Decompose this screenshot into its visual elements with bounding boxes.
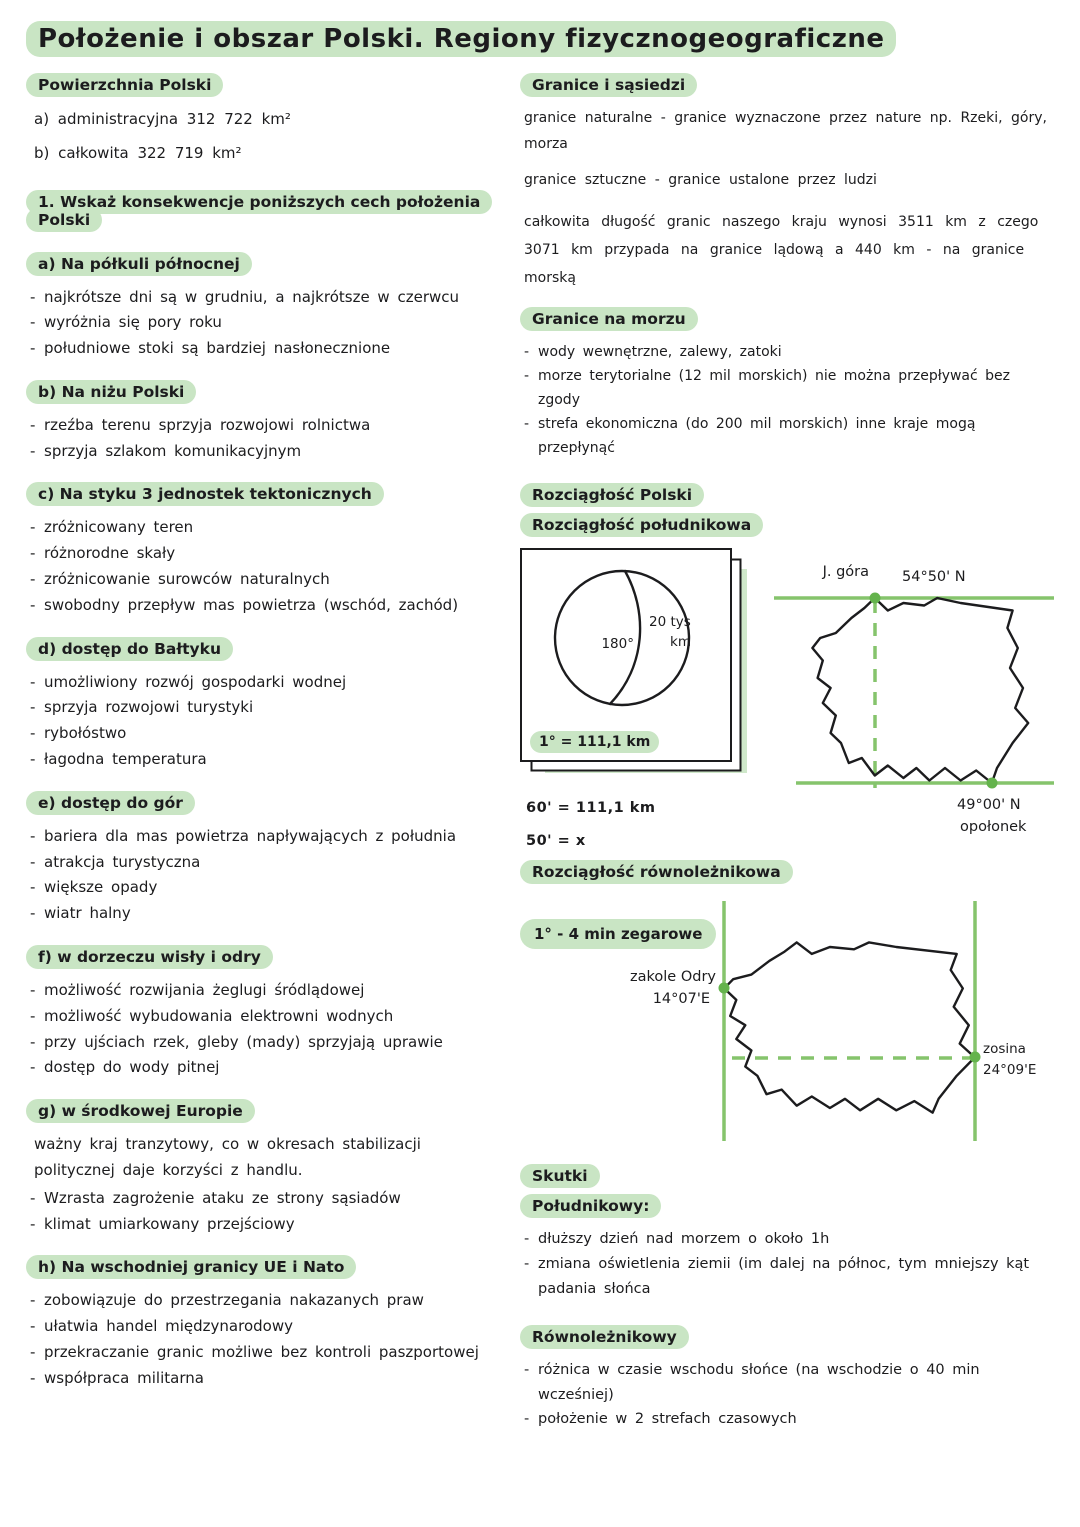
section-e [26, 794, 504, 927]
extent-parallel-heading: Rozciągłość równoleżnikowa [520, 860, 793, 884]
degree-km-rule: 1° = 111,1 km [530, 731, 659, 753]
note-bullet: - sprzyja rozwojowi turystyki [44, 695, 504, 721]
note-bullet: - dostęp do wody pitnej [44, 1055, 504, 1081]
section-bullets [26, 670, 504, 773]
note-bullet: - przy ujściach rzek, gleby (mady) sprzyjają uprawie [44, 1030, 504, 1056]
surface-line: b) całkowita 322 719 km² [34, 144, 242, 163]
note-bullet: - swobodny przepływ mas powietrza (wschód, zachód) [44, 593, 504, 619]
note-bullet: - dłuższy dzień nad morzem o około 1h [538, 1227, 1054, 1252]
section-c [26, 485, 504, 618]
extent-parallel-heading-row [520, 863, 1054, 881]
borders-total-length: całkowita długość granic naszego kraju wynosi 3511 km z czego 3071 km przypada na granice lądową a 440 km - na granice morską [524, 213, 1039, 286]
section-bullets [26, 1186, 504, 1238]
note-bullet: - możliwość wybudowania elektrowni wodnych [44, 1004, 504, 1030]
section-heading: a) Na półkuli północnej [26, 252, 252, 276]
north-extreme-point-dot [870, 593, 881, 604]
note-bullet: - wody wewnętrzne, zalewy, zatoki [538, 340, 1054, 364]
note-bullet: - możliwość rozwijania żeglugi śródlądowej [44, 978, 504, 1004]
globe-column [520, 548, 752, 859]
section-bullets [26, 978, 504, 1081]
borders-heading: Granice i sąsiedzi [520, 73, 697, 97]
globe-distance-unit: km [670, 634, 691, 651]
borders-heading-row [520, 76, 1054, 94]
section-heading-row [26, 640, 504, 658]
page-title-row [26, 24, 1054, 54]
section-heading: g) w środkowej Europie [26, 1099, 255, 1123]
south-point-coord: 49°00' N [957, 797, 1021, 814]
effects-parallel-heading-row [520, 1328, 1054, 1346]
section-a [26, 255, 504, 362]
extent-meridional-heading: Rozciągłość południkowa [520, 513, 763, 537]
left-column [26, 76, 504, 1413]
section-bullets [26, 1288, 504, 1391]
section-heading: d) dostęp do Bałtyku [26, 637, 233, 661]
section-g [26, 1102, 504, 1237]
section-h [26, 1258, 504, 1391]
east-point-name: zosina [983, 1040, 1026, 1057]
note-bullet: - klimat umiarkowany przejściowy [44, 1212, 504, 1238]
section-f [26, 948, 504, 1081]
extent-meridional-heading-row [520, 516, 1054, 534]
sea-borders-heading: Granice na morzu [520, 307, 698, 331]
section-heading-row [26, 948, 504, 966]
border-definition-natural: granice naturalne - granice wyznaczone przez nature np. Rzeki, góry, morza [524, 110, 1047, 152]
section-b [26, 383, 504, 465]
note-bullet: - większe opady [44, 875, 504, 901]
east-point-coord: 24°09'E [983, 1061, 1037, 1078]
note-bullet: - różnica w czasie wschodu słońce (na wschodzie o 40 min wcześniej) [538, 1358, 1054, 1408]
poland-outline [812, 598, 1028, 783]
parallel-diagram [520, 893, 1054, 1153]
note-bullet: - wiatr halny [44, 901, 504, 927]
note-bullet: - rybołóstwo [44, 721, 504, 747]
note-bullet: - wyróżnia się pory roku [44, 310, 504, 336]
section-paragraph: ważny kraj tranzytowy, co w okresach stabilizacji politycznej daje korzyści z handlu. [34, 1135, 421, 1180]
south-extreme-point-dot [987, 778, 998, 789]
degree-km-rule-row [530, 734, 659, 750]
note-bullet: - zobowiązuje do przestrzegania nakazanych praw [44, 1288, 504, 1314]
section-d [26, 640, 504, 773]
west-point-coord: 14°07'E [652, 990, 710, 1007]
effects-parallel-heading: Równoleżnikowy [520, 1325, 689, 1349]
surface-heading: Powierzchnia Polski [26, 73, 223, 97]
note-bullet: - strefa ekonomiczna (do 200 mil morskich) inne kraje mogą przepłynąć [538, 412, 1054, 460]
note-bullet: - najkrótsze dni są w grudniu, a najkrótsze w czerwcu [44, 285, 504, 311]
extent-heading: Rozciągłość Polski [520, 483, 704, 507]
section-heading: b) Na niżu Polski [26, 380, 196, 404]
section-heading: e) dostęp do gór [26, 791, 195, 815]
surface-heading-row [26, 76, 504, 94]
section-heading-row [26, 255, 504, 273]
section-heading: h) Na wschodniej granicy UE i Nato [26, 1255, 356, 1279]
calc-line: 50' = x [526, 833, 586, 850]
note-bullet: - atrakcja turystyczna [44, 850, 504, 876]
page-title: Położenie i obszar Polski. Regiony fizycznogeograficzne [26, 21, 896, 57]
note-bullet: - morze terytorialne (12 mil morskich) nie można przepływać bez zgody [538, 364, 1054, 412]
north-point-name: J. góra [822, 564, 869, 581]
poland-map-meridional [774, 548, 1054, 846]
note-bullet: - przekraczanie granic możliwe bez kontroli paszportowej [44, 1340, 504, 1366]
section-heading-row [26, 1258, 504, 1276]
note-bullet: - zmiana oświetlenia ziemii (im dalej na północ, tym mniejszy kąt padania słońca [538, 1252, 1054, 1302]
section-heading-row [26, 794, 504, 812]
note-bullet: - południowe stoki są bardziej nasłonecznione [44, 336, 504, 362]
section-bullets [26, 413, 504, 465]
task-heading-row [26, 193, 504, 229]
effects-meridional-heading-row [520, 1197, 1054, 1215]
extent-heading-row [520, 486, 1054, 504]
section-heading-row [26, 1102, 504, 1120]
note-bullet: - łagodna temperatura [44, 747, 504, 773]
globe-meridian-label: 180° [601, 636, 634, 653]
right-column [520, 76, 1054, 1432]
note-bullet: - położenie w 2 strefach czasowych [538, 1407, 1054, 1432]
note-bullet: - różnorodne skały [44, 541, 504, 567]
border-definition-artificial: granice sztuczne - granice ustalone przez ludzi [524, 171, 877, 188]
effects-meridional-heading: Południkowy: [520, 1194, 661, 1218]
time-rule: 1° - 4 min zegarowe [520, 919, 716, 949]
section-heading: f) w dorzeczu wisły i odry [26, 945, 273, 969]
section-bullets [26, 285, 504, 362]
note-bullet: - rzeźba terenu sprzyja rozwojowi rolnictwa [44, 413, 504, 439]
proportion-calc [526, 792, 752, 859]
west-extreme-point-dot [719, 982, 730, 993]
sea-borders-heading-row [520, 310, 1054, 328]
calc-line: 60' = 111,1 km [526, 800, 656, 817]
effects-heading-row [520, 1167, 1054, 1185]
note-bullet: - bariera dla mas powietrza napływających z południa [44, 824, 504, 850]
note-bullet: - zróżnicowany teren [44, 515, 504, 541]
north-point-coord: 54°50' N [902, 569, 966, 586]
surface-line: a) administracyjna 312 722 km² [34, 110, 291, 128]
note-bullet: - ułatwia handel międzynarodowy [44, 1314, 504, 1340]
sea-borders-list [520, 340, 1054, 460]
section-surface-area [26, 76, 504, 167]
note-bullet: - umożliwiony rozwój gospodarki wodnej [44, 670, 504, 696]
note-bullet: - współpraca militarna [44, 1366, 504, 1392]
globe-diagram [522, 550, 727, 716]
globe-diagram-frame [520, 548, 732, 762]
section-heading-row [26, 485, 504, 503]
note-bullet: - sprzyja szlakom komunikacyjnym [44, 439, 504, 465]
section-heading: c) Na styku 3 jednostek tektonicznych [26, 482, 384, 506]
effects-heading: Skutki [520, 1164, 600, 1188]
east-extreme-point-dot [970, 1051, 981, 1062]
note-bullet: - Wzrasta zagrożenie ataku ze strony sąsiadów [44, 1186, 504, 1212]
effects-meridional-list [520, 1227, 1054, 1302]
section-bullets [26, 515, 504, 618]
poland-outline [724, 942, 975, 1112]
left-sections [26, 255, 504, 1392]
west-point-name: zakole Odry [630, 968, 716, 985]
meridional-diagrams [520, 548, 1054, 859]
section-heading-row [26, 383, 504, 401]
effects-parallel-list [520, 1358, 1054, 1433]
globe-distance-label: 20 tys [649, 614, 691, 631]
task-heading: 1. Wskaż konsekwencje poniższych cech położenia Polski [26, 190, 492, 232]
columns [26, 76, 1054, 1432]
south-point-name: opołonek [960, 819, 1027, 836]
note-bullet: - zróżnicowanie surowców naturalnych [44, 567, 504, 593]
section-bullets [26, 824, 504, 927]
